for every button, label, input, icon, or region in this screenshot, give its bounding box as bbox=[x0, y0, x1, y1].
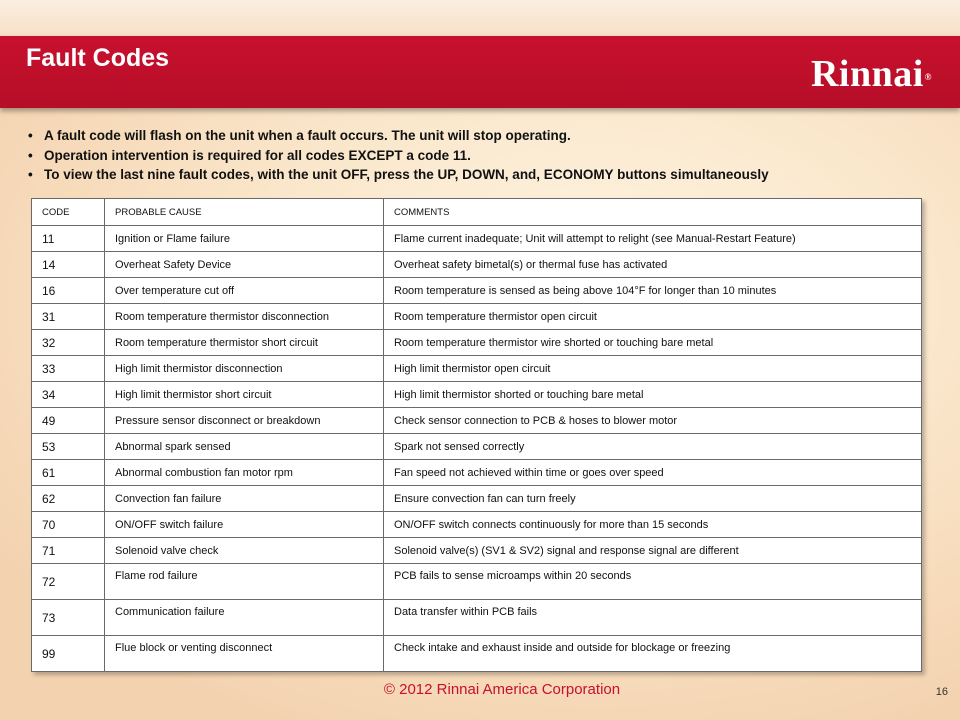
code-cell: 71 bbox=[32, 538, 105, 564]
cause-cell: Convection fan failure bbox=[105, 486, 384, 512]
cause-cell: High limit thermistor disconnection bbox=[105, 356, 384, 382]
comments-cell: Check sensor connection to PCB & hoses to blower motor bbox=[384, 408, 922, 434]
code-cell: 61 bbox=[32, 460, 105, 486]
code-cell: 14 bbox=[32, 252, 105, 278]
cause-cell: High limit thermistor short circuit bbox=[105, 382, 384, 408]
code-cell: 99 bbox=[32, 636, 105, 672]
cause-cell: Abnormal combustion fan motor rpm bbox=[105, 460, 384, 486]
code-cell: 32 bbox=[32, 330, 105, 356]
intro-bullets bbox=[26, 126, 936, 185]
table-row bbox=[32, 408, 922, 434]
comments-cell: ON/OFF switch connects continuously for more than 15 seconds bbox=[384, 512, 922, 538]
cause-cell: Communication failure bbox=[105, 600, 384, 636]
code-cell: 70 bbox=[32, 512, 105, 538]
registered-mark: ® bbox=[924, 72, 932, 82]
comments-cell: Flame current inadequate; Unit will attempt to relight (see Manual-Restart Feature) bbox=[384, 226, 922, 252]
copyright-footer: © 2012 Rinnai America Corporation bbox=[383, 681, 621, 698]
table-row bbox=[32, 382, 922, 408]
header-probable-cause: PROBABLE CAUSE bbox=[105, 199, 384, 226]
table-row bbox=[32, 226, 922, 252]
table-row bbox=[32, 538, 922, 564]
comments-cell: PCB fails to sense microamps within 20 seconds bbox=[384, 564, 922, 600]
comments-cell: Room temperature thermistor open circuit bbox=[384, 304, 922, 330]
bullet-item: • To view the last nine fault codes, with the unit OFF, press the UP, DOWN, and, ECONOMY buttons simultaneously bbox=[26, 165, 936, 185]
logo-text: Rinnai bbox=[810, 53, 924, 95]
cause-cell: Overheat Safety Device bbox=[105, 252, 384, 278]
table-row bbox=[32, 486, 922, 512]
cause-cell: Solenoid valve check bbox=[105, 538, 384, 564]
table-row bbox=[32, 460, 922, 486]
cause-cell: Over temperature cut off bbox=[105, 278, 384, 304]
table-row bbox=[32, 330, 922, 356]
cause-cell: Abnormal spark sensed bbox=[105, 434, 384, 460]
code-cell: 53 bbox=[32, 434, 105, 460]
cause-cell: Room temperature thermistor short circuit bbox=[105, 330, 384, 356]
cause-cell: Flame rod failure bbox=[105, 564, 384, 600]
comments-cell: Room temperature thermistor wire shorted or touching bare metal bbox=[384, 330, 922, 356]
comments-cell: Ensure convection fan can turn freely bbox=[384, 486, 922, 512]
code-cell: 73 bbox=[32, 600, 105, 636]
code-cell: 16 bbox=[32, 278, 105, 304]
code-cell: 33 bbox=[32, 356, 105, 382]
cause-cell: Room temperature thermistor disconnection bbox=[105, 304, 384, 330]
header-code: CODE bbox=[32, 199, 105, 226]
comments-cell: High limit thermistor open circuit bbox=[384, 356, 922, 382]
table-row bbox=[32, 278, 922, 304]
code-cell: 62 bbox=[32, 486, 105, 512]
code-cell: 34 bbox=[32, 382, 105, 408]
page-title: Fault Codes bbox=[26, 44, 170, 72]
page-number: 16 bbox=[935, 686, 948, 698]
table-row bbox=[32, 356, 922, 382]
comments-cell: Overheat safety bimetal(s) or thermal fuse has activated bbox=[384, 252, 922, 278]
cause-cell: ON/OFF switch failure bbox=[105, 512, 384, 538]
comments-cell: Fan speed not achieved within time or goes over speed bbox=[384, 460, 922, 486]
comments-cell: Check intake and exhaust inside and outside for blockage or freezing bbox=[384, 636, 922, 672]
code-cell: 49 bbox=[32, 408, 105, 434]
table-row bbox=[32, 252, 922, 278]
cause-cell: Ignition or Flame failure bbox=[105, 226, 384, 252]
table-row bbox=[32, 434, 922, 460]
comments-cell: Solenoid valve(s) (SV1 & SV2) signal and response signal are different bbox=[384, 538, 922, 564]
comments-cell: High limit thermistor shorted or touching bare metal bbox=[384, 382, 922, 408]
comments-cell: Spark not sensed correctly bbox=[384, 434, 922, 460]
table-row bbox=[32, 512, 922, 538]
comments-cell: Data transfer within PCB fails bbox=[384, 600, 922, 636]
code-cell: 11 bbox=[32, 226, 105, 252]
fault-codes-table bbox=[31, 198, 922, 672]
table-row bbox=[32, 636, 922, 672]
cause-cell: Pressure sensor disconnect or breakdown bbox=[105, 408, 384, 434]
top-band bbox=[0, 0, 960, 36]
table-row bbox=[32, 304, 922, 330]
code-cell: 72 bbox=[32, 564, 105, 600]
bullet-item: • A fault code will flash on the unit when a fault occurs. The unit will stop operating. bbox=[26, 126, 936, 146]
comments-cell: Room temperature is sensed as being above 104°F for longer than 10 minutes bbox=[384, 278, 922, 304]
header-bar bbox=[0, 36, 960, 108]
bullet-item: • Operation intervention is required for all codes EXCEPT a code 11. bbox=[26, 146, 936, 166]
table-row bbox=[32, 564, 922, 600]
cause-cell: Flue block or venting disconnect bbox=[105, 636, 384, 672]
rinnai-logo bbox=[811, 52, 932, 96]
table-row bbox=[32, 600, 922, 636]
code-cell: 31 bbox=[32, 304, 105, 330]
table-header-row bbox=[32, 199, 922, 226]
header-comments: COMMENTS bbox=[384, 199, 922, 226]
